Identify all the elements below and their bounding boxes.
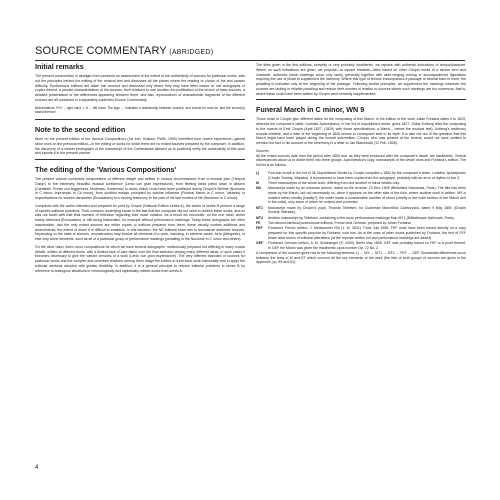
source-item xyxy=(256,221,466,226)
source-text: Another manuscript by Tellefsen, containing a few more performance markings than MT1 (Bibliothèque Nationale, Paris). xyxy=(268,215,455,220)
sources-label-text: Sources xyxy=(256,148,269,153)
source-text: Manuscript made by an unknown person, dated on the reverse: 23 Nov. 1849 (Biblioteka Narodowa, Paris). The title has been made by the March, but not necessarily so, since it appears on the other side of the folio, where another work is written. MX is notated rather untidily (hastily?); the writer made a considerable number of errors (chiefly in the main section of the March and in the coda), only some of which he noticed and corrected. xyxy=(268,186,466,205)
editing-paragraph: On the other hand, there occur compositions for which we have several autographs, meticulously prepared but differing in many crucial details, written at different times, with a distinct lack of care taken over the final selection among many different ideas. In such cases it becomes necessary to give the variant versions of a work (Lento con gran espressione). The very different standard of sources for particular works and the complex and uncertain relations among them oblige the editors to treat each work individually and to apply the editorial methods adopted with greater flexibility. In addition, it is a general principle to resolve editorial problems in series B by reference to analogous situations in chronologically and stylistically related works from series A. xyxy=(35,244,245,273)
source-key: FEF xyxy=(256,226,263,230)
source-item xyxy=(256,226,466,240)
source-item xyxy=(256,241,466,251)
source-item xyxy=(256,206,466,216)
source-item xyxy=(256,216,466,221)
initial-remarks-text: The present commentary in abridged form presents an assessment of the extent of the authenticity of sources for particular works, sets out the principles behind the editing of the musical text and discusses all the places where the reading or choice of the text causes difficulty. Posthumous editions are taken into account and discussed only where they may have been based on lost autographs or copies thereof. A precise characterisation of the sources, their relations to one another, the justification of the choice of basic sources, a detailed presentation of the differences appearing between them, and also reproductions of characteristic fragments of the different sources are all contained in a separately published Source Commentary. xyxy=(35,74,245,102)
source-key: MT2 xyxy=(256,215,263,220)
section-divider xyxy=(35,159,245,160)
sources-intro: All the extant sources date from the period after 1850 and, as they were produced after the composer's death, are inauthentic. Textual discrepancies allow us to divide them into three groups: Jędrzejewicz's copy, manuscripts of the whole work and Fontana's edition. The full list is as follows: xyxy=(256,153,466,167)
editing-paragraph: The present volume comprises compositions of different weight and written in various circumstances: from a musical joke ('Hexpuil Galop') to the extremely beautiful musical confidence (Lento con gran espressione), from fleeting ideas jotted down in albums (Cantabile, Presto con leggerezza, Moderato, Sostenuto) to works which could have been published during Chopin's lifetime (Nocturne in C minor, Impromptu in C# minor), from youthful essays prompted by outside influence (Funeral March in C minor, Variants) or improvisations for soirées dansantes (Écossaises) to a moving testimony to the pain of his last months of life (Nocturne in C minor). xyxy=(35,177,245,200)
abbreviations-note: Abbreviations: R.H. – right hand, L.H. – left hand. The sign → indicates a relationship between sources, and should be read as 'and the source(s) based thereon'. xyxy=(35,105,245,115)
page-number: 4 xyxy=(35,465,39,471)
funeral-march-text: Those close to Chopin give different dates for the composing of this March. In his edition of the work Julian Fontana dates it to 1829, whereas the composer's sister, Ludwika Jędrzejewicz, in her list of unpublished works, gives 1827. Oskar Kolberg links the composing to the funeral of Emil Chopin (April 1827, (1829) with those specifications: a March... before the musical text). Kolberg's testimony sounds credible, and a date of the beginning of 1826 seems to correspond best to its style. It is also not out of the question that this March might have been played during the funeral solemnities. Chopin, who was present at the funeral, would not have omitted to mention the fact in his account of the ceremony in a letter to Jan Białobłocki (12 Feb. 1826). xyxy=(256,117,466,145)
funeral-march-heading: Funeral March in C minor, WN 9 xyxy=(256,105,365,115)
editing-heading: The editing of the 'Various Compositions' xyxy=(35,165,177,174)
source-key: GEF xyxy=(256,240,264,245)
second-edition-heading: Note to the second edition xyxy=(35,125,126,134)
sources-list xyxy=(256,171,466,251)
source-text: Fontana's German edition, A. M. Schlesinger (S. 4400), Berlin May 1855. GEF was probably based on FEF or a proof thereof. In GEF the March was given the inauthentic opus number Op. 72 No. 2. xyxy=(268,240,466,250)
source-text: Fontana's French edition, J. Meissonnier Fils (J. M. 3531), Paris July 1855. FEF must have been based directly on a copy prepared for this specific purpose by Fontana, now lost. As in the case of other works published by Fontana, the text of FEF bears clear traces of editorial alterations (of the repeats written out and performance markings are added). xyxy=(268,226,466,240)
source-item xyxy=(256,186,466,205)
source-key: MT1 xyxy=(256,205,263,210)
second-edition-text: Work on the present edition of the Various Compositions (1st edn. Kraków: PWM, 1990) benefited from recent experience—gained since work on the previous edition—in the editing of works for which there are no extant sources prepared by the composer. In addition, the discovery of a clearer photograph of the manuscript of the Contredanse allowed us to positively verify the authenticity of this work and include it in the present volume. xyxy=(35,137,245,156)
source-text: Manuscript made by Chopin's pupil, Thomas Tellefsen, for Duchesse Marcellina Czartoryska, dated 9 May 1850 (Chopin Society, Warsaw). xyxy=(268,205,466,215)
source-item xyxy=(256,181,466,186)
section-divider xyxy=(35,119,245,120)
source-text: Three manuscripts of the whole work, differing from one another in minor details only: xyxy=(268,180,401,185)
title-rule xyxy=(35,60,465,61)
page-title-suffix: (ABRIDGED) xyxy=(166,49,214,56)
source-text: Two almost identical posthumous editions, French and German, prepared by Julian Fontana: xyxy=(268,220,412,225)
titles-paragraph: The titles given in the first editions, certainly or very probably inauthentic, we replace with authentic indications of tempo/character. Where no such indications are given, we propose—in square brackets—titles based on other Chopin works of a similar form and character. Authentic pedal markings occur only rarely, generally together with wide-ranging voicing or accompaniment figurations requiring the use of pedal to supplement the harmony. Where this type of texture encompasses a passage of several bars or more, the pedalling is indicated only at the beginning of the passage. Following similar principles, we supplement the markings wherever the sources are lacking in reliable pedalling and reduce their number in relation to sources where such markings are too numerous, that is, where these could have been written by Chopin were certainly supplemented. xyxy=(256,63,466,96)
section-divider xyxy=(256,99,466,100)
source-key: MX xyxy=(256,186,262,190)
page-title-main: SOURCE COMMENTARY xyxy=(35,45,167,57)
source-key: M xyxy=(256,180,259,185)
source-item xyxy=(256,171,466,181)
source-key: Lj xyxy=(256,170,260,175)
right-column xyxy=(256,63,466,268)
initial-remarks-heading: Initial remarks xyxy=(35,62,84,71)
source-key: FE xyxy=(256,220,261,225)
source-text: Four-bar incipit in the list of 36 Unpublished Works by Chopin compiled c.1854 by the composer's sister, Ludwika Jędrzejewicz (Chopin Society, Warsaw). It is presumed to have been copied from the autograph, probably with an error of rhythm in bar 3. xyxy=(268,170,466,180)
sources-outro: A comparison of the sources gives rise to the following stemma: Lj → MX → MT1 → MT2 → FEF → GEF. Substantial differences occur between the texts of M and EF which concern all the key elements of the work (the lists of both groups of sources are given in the Appendix, pp. 89 and 61). xyxy=(256,250,466,265)
page-title xyxy=(35,45,213,57)
left-column xyxy=(35,63,245,276)
editing-paragraph: Compared with the works intended and prepared for print by Chopin (National Edition series A), the works of series B present a range of specific editorial problems. Their common underlying cause is the fact that the composer did not seek to publish these works, and so was not faced with that final moment of reflection regarding their exact notation. As a result we encounter, on the one hand, works barely sketched (Écossaises) or still being elaborated, for example without performance markings. Today these autographs are often inaccessible, and the only extant sources are either copies or editions prepared from them; these usually contain additions and amendments, the extent of which it is difficult to establish. In this situation, the NE editorial team aim to reconstruct authentic sources. Depending on the state of sources, reconstruction may involve all elements of a work, including, in extreme cases, form (Allegretto), or else only some elements, such as all or a particular group of performance markings (pedalling in the Nocturne in C minor and others). xyxy=(35,203,245,241)
